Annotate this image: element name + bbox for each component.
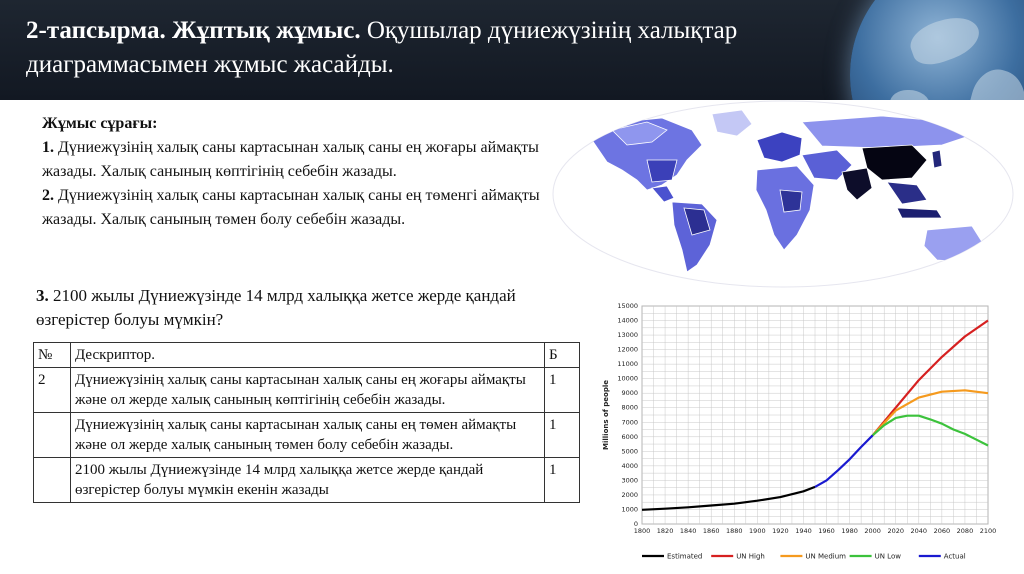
y-tick-label: 10000: [617, 374, 638, 383]
work-questions: [42, 112, 552, 232]
x-tick-label: 1860: [702, 527, 720, 535]
title-rest: Оқушылар дүниежүзінің халықтар диаграммасымен жұмыс жасайды.: [26, 17, 738, 78]
row-descriptor: 2100 жылы Дүниежүзінде 14 млрд халыққа жетсе жерде қандай өзгерістер болуы мүмкін екенін жазады: [71, 458, 545, 503]
y-tick-label: 7000: [621, 418, 638, 427]
table-header-row: [34, 343, 580, 368]
y-tick-label: 6000: [621, 432, 638, 441]
y-tick-label: 2000: [621, 490, 638, 499]
y-tick-label: 5000: [621, 447, 638, 456]
slide-title: [26, 14, 806, 82]
y-tick-label: 4000: [621, 461, 638, 470]
row-score: 1: [545, 368, 580, 413]
row-descriptor: Дүниежүзінің халық саны картасынан халық саны ең төмен аймақты және ол жерде халық санының төмен болу себебін жазады.: [71, 413, 545, 458]
x-tick-label: 2060: [933, 527, 951, 535]
descriptor-table: [33, 342, 580, 503]
row-score: 1: [545, 413, 580, 458]
y-tick-label: 3000: [621, 476, 638, 485]
row-score: 1: [545, 458, 580, 503]
y-tick-label: 9000: [621, 389, 638, 398]
table-row: [34, 458, 580, 503]
y-tick-label: 13000: [617, 331, 638, 340]
header-descriptor: Дескриптор.: [71, 343, 545, 368]
slide-header: [0, 0, 1024, 100]
question-2-number: 2.: [42, 187, 54, 204]
y-tick-label: 14000: [617, 316, 638, 325]
header-number: №: [34, 343, 71, 368]
y-tick-label: 1000: [621, 505, 638, 514]
y-tick-label: 11000: [617, 360, 638, 369]
row-number: [34, 413, 71, 458]
legend-label: UN Medium: [805, 552, 846, 561]
population-chart: [596, 296, 1000, 570]
table-row: [34, 368, 580, 413]
legend-label: UN High: [736, 552, 765, 561]
x-tick-label: 1960: [818, 527, 835, 535]
x-tick-label: 2000: [864, 527, 881, 535]
x-tick-label: 1900: [749, 527, 766, 535]
y-tick-label: 12000: [617, 345, 638, 354]
questions-heading: Жұмыс сұрағы:: [42, 115, 158, 132]
globe-image: [850, 0, 1024, 100]
table-row: [34, 413, 580, 458]
x-tick-label: 2040: [910, 527, 928, 535]
x-tick-label: 2080: [956, 527, 974, 535]
x-tick-label: 1920: [772, 527, 789, 535]
header-score: Б: [545, 343, 580, 368]
legend-label: Actual: [943, 552, 966, 561]
legend-label: Estimated: [667, 552, 703, 561]
title-bold: 2-тапсырма. Жұптық жұмыс.: [26, 17, 361, 44]
y-axis-label: Millions of people: [602, 380, 610, 450]
x-tick-label: 1840: [679, 527, 697, 535]
question-3-text: 2100 жылы Дүниежүзінде 14 млрд халыққа жетсе жерде қандай өзгерістер болуы мүмкін?: [36, 286, 516, 329]
question-1-text: Дүниежүзінің халық саны картасынан халық саны ең жоғары аймақты жазады. Халық санының көптігінің себебін жазады.: [42, 139, 539, 180]
y-tick-label: 8000: [621, 403, 638, 412]
question-3: [36, 284, 556, 332]
row-number: [34, 458, 71, 503]
y-tick-label: 15000: [617, 302, 638, 310]
question-2: [42, 184, 552, 232]
question-1-number: 1.: [42, 139, 54, 156]
question-1: [42, 136, 552, 184]
row-descriptor: Дүниежүзінің халық саны картасынан халық саны ең жоғары аймақты және ол жерде халық санының көптігінің себебін жазады.: [71, 368, 545, 413]
x-tick-label: 1980: [841, 527, 858, 535]
x-tick-label: 2020: [887, 527, 905, 535]
world-population-map: [552, 100, 1014, 288]
question-3-number: 3.: [36, 286, 49, 305]
legend-label: UN Low: [874, 552, 901, 561]
x-tick-label: 2100: [979, 527, 997, 535]
x-tick-label: 1880: [725, 527, 743, 535]
row-number: 2: [34, 368, 71, 413]
question-2-text: Дүниежүзінің халық саны картасынан халық саны ең төменгі аймақты жазады. Халық санының төмен болу себебін жазады.: [42, 187, 540, 228]
x-tick-label: 1940: [795, 527, 812, 535]
x-tick-label: 1800: [633, 527, 651, 535]
x-tick-label: 1820: [656, 527, 674, 535]
y-tick-label: 0: [633, 520, 638, 528]
